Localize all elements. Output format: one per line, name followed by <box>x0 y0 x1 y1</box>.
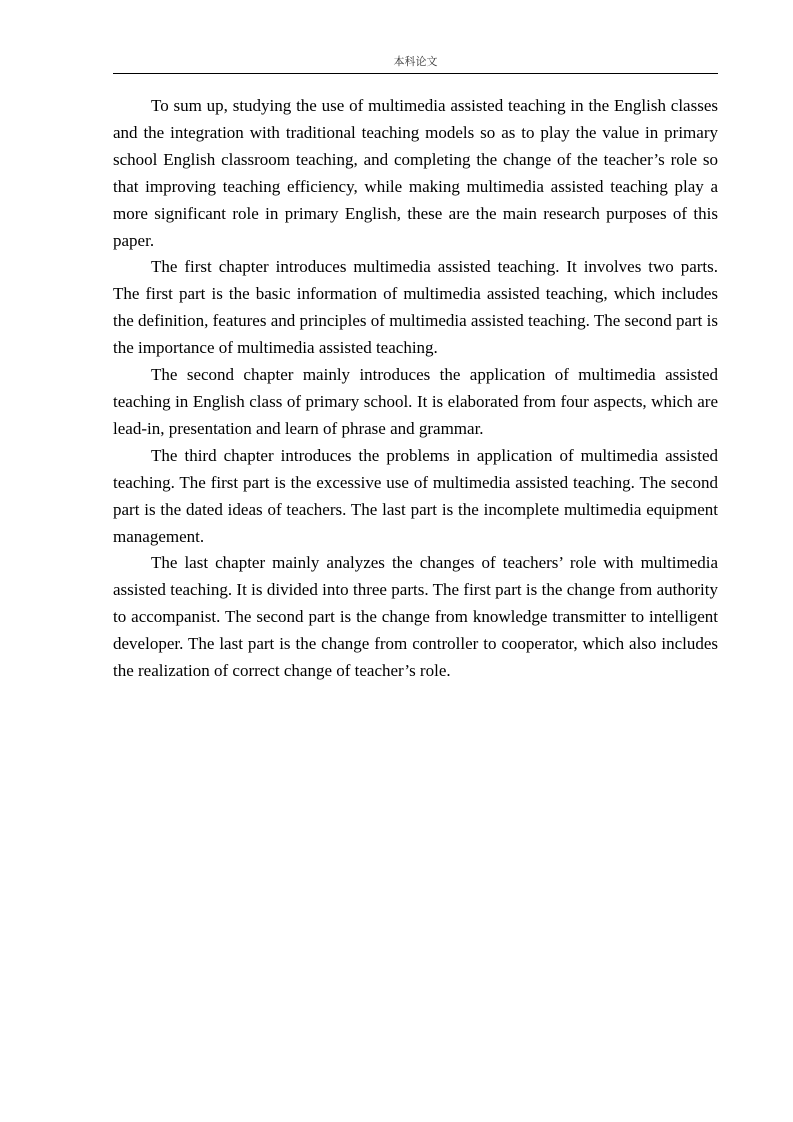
header-divider <box>113 73 718 74</box>
paragraph-chapter-two: The second chapter mainly introduces the application of multimedia assisted teaching in English class of primary school. It is elaborated from four aspects, which are lead-in, presentation and learn of phrase and grammar. <box>113 365 718 438</box>
paragraph-summary: To sum up, studying the use of multimedia assisted teaching in the English classes and the integration with traditional teaching models so as to play the value in primary school English classroom teaching, and completing the change of the teacher’s role so that improving teaching efficiency, while making multimedia assisted teaching play a more significant role in primary English, these are the main research purposes of this paper. <box>113 96 718 250</box>
paragraph-last-chapter: The last chapter mainly analyzes the changes of teachers’ role with multimedia assisted teaching. It is divided into three parts. The first part is the change from authority to accompanist. The second part is the change from knowledge transmitter to intelligent developer. The last part is the change from controller to cooperator, which also includes the realization of correct change of teacher’s role. <box>113 553 718 681</box>
paragraph-chapter-three: The third chapter introduces the problems in application of multimedia assisted teaching. The first part is the excessive use of multimedia assisted teaching. The second part is the dated ideas of teachers. The last part is the incomplete multimedia equipment management. <box>113 445 718 546</box>
paragraph-chapter-one: The first chapter introduces multimedia assisted teaching. It involves two parts. The first part is the basic information of multimedia assisted teaching, which includes the definition, features and principles of multimedia assisted teaching. The second part is the importance of multimedia assisted teaching. <box>113 257 718 358</box>
running-header: 本科论文 <box>393 55 438 68</box>
body-text <box>113 93 718 685</box>
